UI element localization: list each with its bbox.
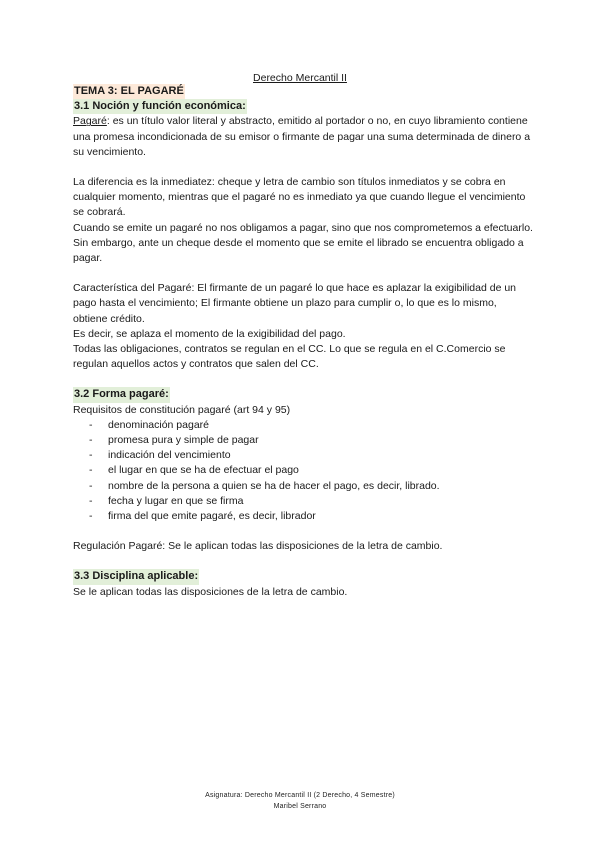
list-item: - indicación del vencimiento [73,448,533,463]
paragraph-cuando: Cuando se emite un pagaré no nos obligamos a pagar, sino que nos comprometemos a efectuarlo. Sin embargo, ante un cheque desde el momento que se emite el librado se encuentra obligado a pagar. [73,221,533,265]
tema-heading: TEMA 3: EL PAGARÉ [73,84,185,99]
definition-text: : es un título valor literal y abstracto, emitido al portador o no, en cuyo libramiento contiene una promesa incondicionada de su emisor o firmante de pagar una suma determinada de dinero a su vencimiento. [73,115,531,158]
list-item: - denominación pagaré [73,418,533,433]
document-body [73,84,533,600]
list-item: - promesa pura y simple de pagar [73,433,533,448]
section-1-heading: 3.1 Noción y función económica: [73,99,247,114]
list-item: - fecha y lugar en que se firma [73,494,533,509]
footer-subject: Asignatura: Derecho Mercantil II (2 Derecho, 4 Semestre) [205,792,395,799]
list-item: - nombre de la persona a quien se ha de hacer el pago, es decir, librado. [73,479,533,494]
document-title: Derecho Mercantil II [253,72,347,84]
section-3-heading: 3.3 Disciplina aplicable: [73,569,199,584]
requisitos-list [73,418,533,524]
regulacion-paragraph: Regulación Pagaré: Se le aplican todas las disposiciones de la letra de cambio. [73,540,443,553]
definition-paragraph [73,114,533,160]
list-item: - firma del que emite pagaré, es decir, librador [73,509,533,524]
term-pagare: Pagaré [73,115,107,128]
section-2-heading: 3.2 Forma pagaré: [73,387,170,402]
paragraph-es-decir: Es decir, se aplaza el momento de la exigibilidad del pago. [73,327,346,340]
paragraph-diferencia: La diferencia es la inmediatez: cheque y letra de cambio son títulos inmediatos y se cobra en cualquier momento, mientras que el pagaré no es inmediato ya que cuando llegue el vencimiento se cobrará. [73,176,526,219]
paragraph-caracteristica: Característica del Pagaré: El firmante de un pagaré lo que hace es aplazar la exigibilidad de un pago hasta el vencimiento; El firmante obtiene un plazo para cumplir o, lo que es lo mismo, obtiene crédito. [73,282,517,325]
list-item: - el lugar en que se ha de efectuar el pago [73,463,533,478]
disciplina-paragraph: Se le aplican todas las disposiciones de la letra de cambio. [73,585,348,598]
requisitos-intro: Requisitos de constitución pagaré (art 94 y 95) [73,403,291,416]
paragraph-obligaciones: Todas las obligaciones, contratos se regulan en el CC. Lo que se regula en el C.Comercio se regulan aquellos actos y contratos que salen del CC. [73,343,506,371]
footer-author: Maribel Serrano [273,803,327,810]
page-footer [0,790,600,812]
